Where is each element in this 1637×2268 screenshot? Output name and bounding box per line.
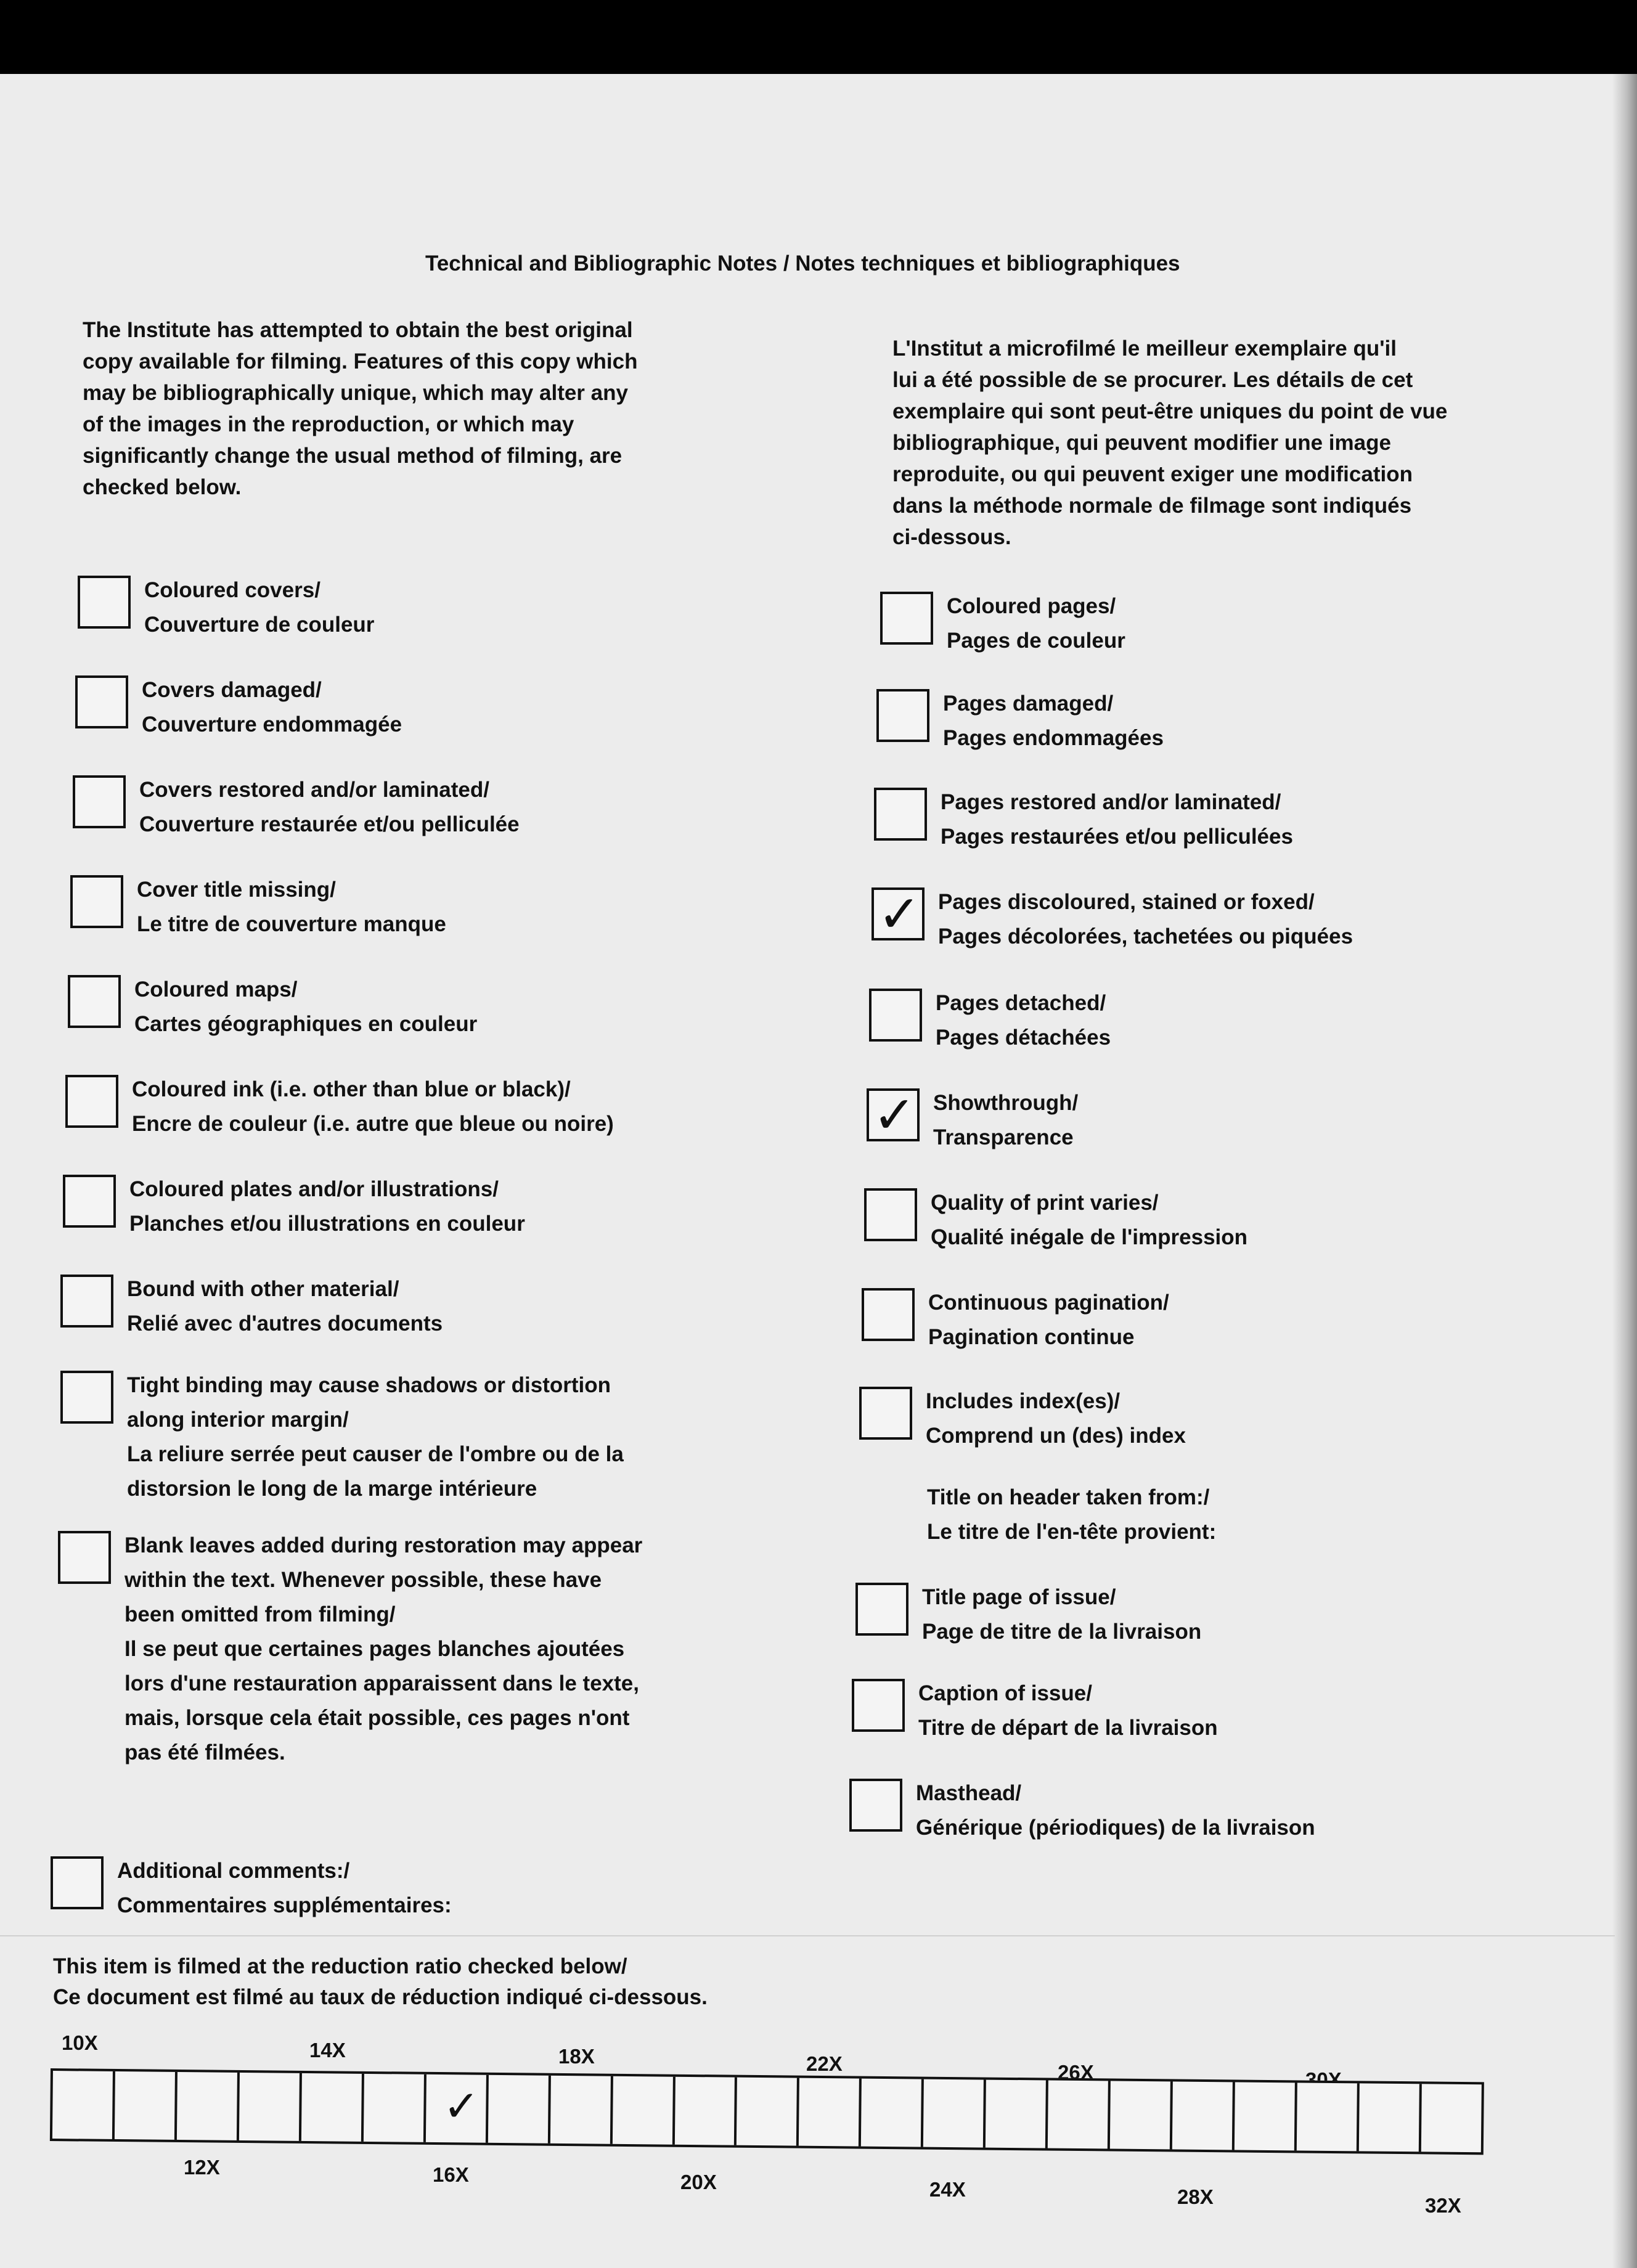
intro-line: exemplaire qui sont peut-être uniques du point de vue [892, 399, 1448, 423]
right-checkbox[interactable] [852, 1679, 905, 1732]
label-line: pas été filmées. [125, 1740, 285, 1764]
right-checkbox[interactable] [880, 592, 933, 645]
right-checkbox[interactable] [869, 989, 922, 1042]
intro-line: L'Institut a microfilmé le meilleur exemplaire qu'il [892, 337, 1397, 361]
label-line: Title page of issue/ [922, 1585, 1116, 1609]
page-title: Technical and Bibliographic Notes / Notes techniques et bibliographiques [425, 251, 1180, 275]
label-line: Coloured covers/ [144, 578, 320, 602]
right-item-label [922, 1580, 1201, 1649]
label-line: Le titre de couverture manque [137, 912, 446, 936]
reduction-scale-cell[interactable] [1048, 2081, 1111, 2149]
label-line: La reliure serrée peut causer de l'ombre ou de la [127, 1442, 624, 1466]
label-line: Transparence [933, 1125, 1074, 1149]
label-line: Additional comments:/ [117, 1859, 350, 1883]
scale-top-label: 18X [558, 2045, 595, 2068]
label-line: Pages discoloured, stained or foxed/ [938, 890, 1315, 914]
reduction-scale-cell[interactable] [301, 2073, 364, 2142]
scale-bottom-label: 32X [1425, 2194, 1461, 2217]
reduction-scale-cell[interactable] [550, 2076, 613, 2144]
intro-french [892, 333, 1447, 553]
right-item-label [941, 785, 1293, 854]
label-line: Pages de couleur [947, 629, 1125, 653]
label-line: Coloured ink (i.e. other than blue or black)/ [132, 1077, 571, 1101]
reduction-scale-cell[interactable] [426, 2074, 489, 2143]
right-checkbox[interactable] [862, 1288, 915, 1341]
header-note [927, 1480, 1216, 1549]
left-item-label [127, 1272, 443, 1341]
label-line: Bound with other material/ [127, 1277, 399, 1301]
intro-line: ci-dessous. [892, 525, 1011, 549]
intro-english [83, 314, 637, 503]
label-line: Masthead/ [916, 1781, 1022, 1805]
label-line: Pages décolorées, tachetées ou piquées [938, 924, 1353, 948]
header-note-fr: Le titre de l'en-tête provient: [927, 1520, 1217, 1544]
intro-line: bibliographique, qui peuvent modifier une image [892, 431, 1391, 455]
label-line: Coloured maps/ [134, 977, 298, 1001]
intro-line: lui a été possible de se procurer. Les détails de cet [892, 368, 1413, 392]
left-item-label [137, 873, 446, 942]
reduction-scale-cell[interactable] [488, 2075, 551, 2144]
scale-top-label: 14X [309, 2039, 346, 2062]
left-checkbox[interactable] [51, 1856, 104, 1909]
scale-bottom-label: 16X [433, 2163, 469, 2186]
left-checkbox[interactable] [68, 975, 121, 1028]
label-line: Relié avec d'autres documents [127, 1311, 443, 1336]
reduction-scale-cell[interactable] [861, 2079, 924, 2147]
right-item-label [943, 687, 1164, 756]
scale-top-label: 10X [62, 2031, 98, 2054]
label-line: Pages restaurées et/ou pelliculées [941, 825, 1293, 849]
left-item-label [125, 1528, 642, 1770]
check-mark-icon: ✓ [443, 2082, 480, 2131]
label-line: Covers damaged/ [142, 678, 322, 702]
right-item-label [918, 1676, 1218, 1745]
left-checkbox[interactable] [58, 1531, 111, 1584]
label-line: Quality of print varies/ [931, 1191, 1159, 1215]
left-checkbox[interactable] [63, 1175, 116, 1228]
label-line: Page de titre de la livraison [922, 1620, 1202, 1644]
left-checkbox[interactable] [75, 675, 128, 728]
label-line: Tight binding may cause shadows or distortion [127, 1373, 611, 1397]
reduction-scale-cell[interactable] [1297, 2082, 1360, 2151]
reduction-scale-cell[interactable] [1235, 2082, 1297, 2150]
right-item-label [928, 1286, 1169, 1355]
left-item-label [144, 573, 374, 642]
label-line: Coloured pages/ [947, 594, 1116, 618]
label-line: Générique (périodiques) de la livraison [916, 1816, 1315, 1840]
label-line: Commentaires supplémentaires: [117, 1893, 452, 1917]
intro-line: The Institute has attempted to obtain the best original [83, 318, 633, 342]
label-line: Pages detached/ [936, 991, 1106, 1015]
label-line: distorsion le long de la marge intérieure [127, 1477, 537, 1501]
label-line: Couverture de couleur [144, 613, 375, 637]
right-checkbox[interactable] [876, 689, 929, 742]
intro-line: checked below. [83, 475, 242, 499]
left-checkbox[interactable] [60, 1371, 113, 1424]
label-line: Cartes géographiques en couleur [134, 1012, 478, 1036]
reduction-scale-cell[interactable] [799, 2078, 862, 2147]
label-line: along interior margin/ [127, 1408, 349, 1432]
label-line: Encre de couleur (i.e. autre que bleue ou noire) [132, 1112, 614, 1136]
section-divider [0, 1935, 1615, 1936]
reduction-scale-cell[interactable] [923, 2079, 986, 2148]
reduction-scale-cell[interactable] [1110, 2081, 1173, 2150]
right-checkbox[interactable] [864, 1188, 917, 1241]
reduction-scale-cell[interactable] [1172, 2081, 1235, 2150]
check-mark-icon: ✓ [878, 885, 921, 943]
check-mark-icon: ✓ [873, 1086, 916, 1144]
right-item-label [916, 1776, 1315, 1845]
right-item-label [947, 589, 1125, 658]
reduction-scale-cell[interactable] [52, 2071, 115, 2139]
reduction-text-fr: Ce document est filmé au taux de réduction indiqué ci-dessous. [53, 1985, 708, 2009]
label-line: been omitted from filming/ [125, 1602, 396, 1626]
right-checkbox[interactable] [855, 1583, 908, 1636]
label-line: Comprend un (des) index [926, 1424, 1186, 1448]
right-item-label [926, 1384, 1186, 1453]
intro-line: copy available for filming. Features of this copy which [83, 349, 638, 373]
right-item-label [938, 885, 1353, 954]
left-item-label [134, 973, 477, 1042]
scale-bottom-label: 12X [184, 2156, 220, 2179]
scale-top-label: 30X [1305, 2068, 1342, 2091]
label-line: Couverture endommagée [142, 712, 402, 736]
label-line: lors d'une restauration apparaissent dans le texte, [125, 1671, 639, 1695]
label-line: Caption of issue/ [918, 1681, 1092, 1705]
label-line: Titre de départ de la livraison [918, 1716, 1218, 1740]
left-checkbox[interactable] [73, 775, 126, 828]
label-line: Pages damaged/ [943, 691, 1114, 716]
left-checkbox[interactable] [65, 1075, 118, 1128]
reduction-scale-cell[interactable] [239, 2073, 302, 2141]
scale-bottom-label: 28X [1177, 2185, 1214, 2208]
right-checkbox[interactable] [872, 885, 925, 943]
left-item-label [139, 773, 520, 842]
label-line: Cover title missing/ [137, 878, 336, 902]
scale-bottom-label: 20X [680, 2171, 717, 2193]
right-item-label [936, 986, 1111, 1055]
label-line: Planches et/ou illustrations en couleur [129, 1212, 525, 1236]
reduction-scale-cell[interactable] [1359, 2083, 1422, 2152]
label-line: Continuous pagination/ [928, 1291, 1169, 1315]
reduction-scale-cell[interactable] [986, 2080, 1048, 2148]
right-checkbox[interactable] [874, 788, 927, 841]
left-checkbox[interactable] [78, 576, 131, 629]
left-item-label [129, 1172, 525, 1241]
label-line: mais, lorsque cela était possible, ces pages n'ont [125, 1706, 630, 1730]
left-checkbox[interactable] [70, 875, 123, 928]
label-line: Qualité inégale de l'impression [931, 1225, 1248, 1249]
label-line: Includes index(es)/ [926, 1389, 1121, 1413]
right-item-label [933, 1086, 1078, 1155]
right-item-label [931, 1186, 1247, 1255]
left-item-label [132, 1072, 614, 1141]
intro-line: of the images in the reproduction, or which may [83, 412, 574, 436]
label-line: within the text. Whenever possible, these have [125, 1568, 602, 1592]
reduction-ratio-text [53, 1951, 708, 2013]
intro-line: reproduite, ou qui peuvent exiger une modification [892, 462, 1413, 486]
header-note-en: Title on header taken from:/ [927, 1485, 1210, 1509]
label-line: Showthrough/ [933, 1091, 1079, 1115]
label-line: Il se peut que certaines pages blanches ajoutées [125, 1637, 625, 1661]
right-checkbox[interactable] [849, 1779, 902, 1832]
scale-top-label: 22X [806, 2052, 843, 2075]
left-item-label [127, 1368, 624, 1506]
intro-line: significantly change the usual method of filming, are [83, 444, 623, 468]
reduction-scale-cell[interactable] [177, 2072, 240, 2140]
label-line: Pages restored and/or laminated/ [941, 790, 1281, 814]
left-item-label [142, 673, 402, 742]
label-line: Pages endommagées [943, 726, 1164, 750]
label-line: Pagination continue [928, 1325, 1135, 1349]
intro-line: dans la méthode normale de filmage sont indiqués [892, 494, 1412, 518]
intro-line: may be bibliographically unique, which may alter any [83, 381, 628, 405]
reduction-text-en: This item is filmed at the reduction ratio checked below/ [53, 1954, 627, 1978]
label-line: Pages détachées [936, 1026, 1111, 1050]
reduction-scale [50, 2068, 1484, 2155]
scale-bottom-label: 24X [929, 2178, 966, 2201]
label-line: Coloured plates and/or illustrations/ [129, 1177, 499, 1201]
label-line: Couverture restaurée et/ou pelliculée [139, 812, 520, 836]
reduction-scale-cell[interactable] [612, 2076, 675, 2145]
scan-top-border [0, 0, 1637, 74]
scale-top-label: 26X [1058, 2061, 1094, 2084]
label-line: Covers restored and/or laminated/ [139, 778, 489, 802]
left-checkbox[interactable] [60, 1275, 113, 1328]
label-line: Blank leaves added during restoration may appear [125, 1533, 643, 1557]
scan-right-shadow [1612, 74, 1637, 2268]
reduction-scale-cell[interactable] [364, 2074, 427, 2142]
right-checkbox[interactable] [867, 1086, 920, 1144]
reduction-scale-cell[interactable] [737, 2078, 799, 2146]
reduction-scale-cell[interactable] [674, 2077, 737, 2145]
right-checkbox[interactable] [859, 1387, 912, 1440]
reduction-scale-cell[interactable] [1421, 2084, 1482, 2152]
left-item-label [117, 1854, 452, 1923]
reduction-scale-cell[interactable] [115, 2071, 178, 2140]
